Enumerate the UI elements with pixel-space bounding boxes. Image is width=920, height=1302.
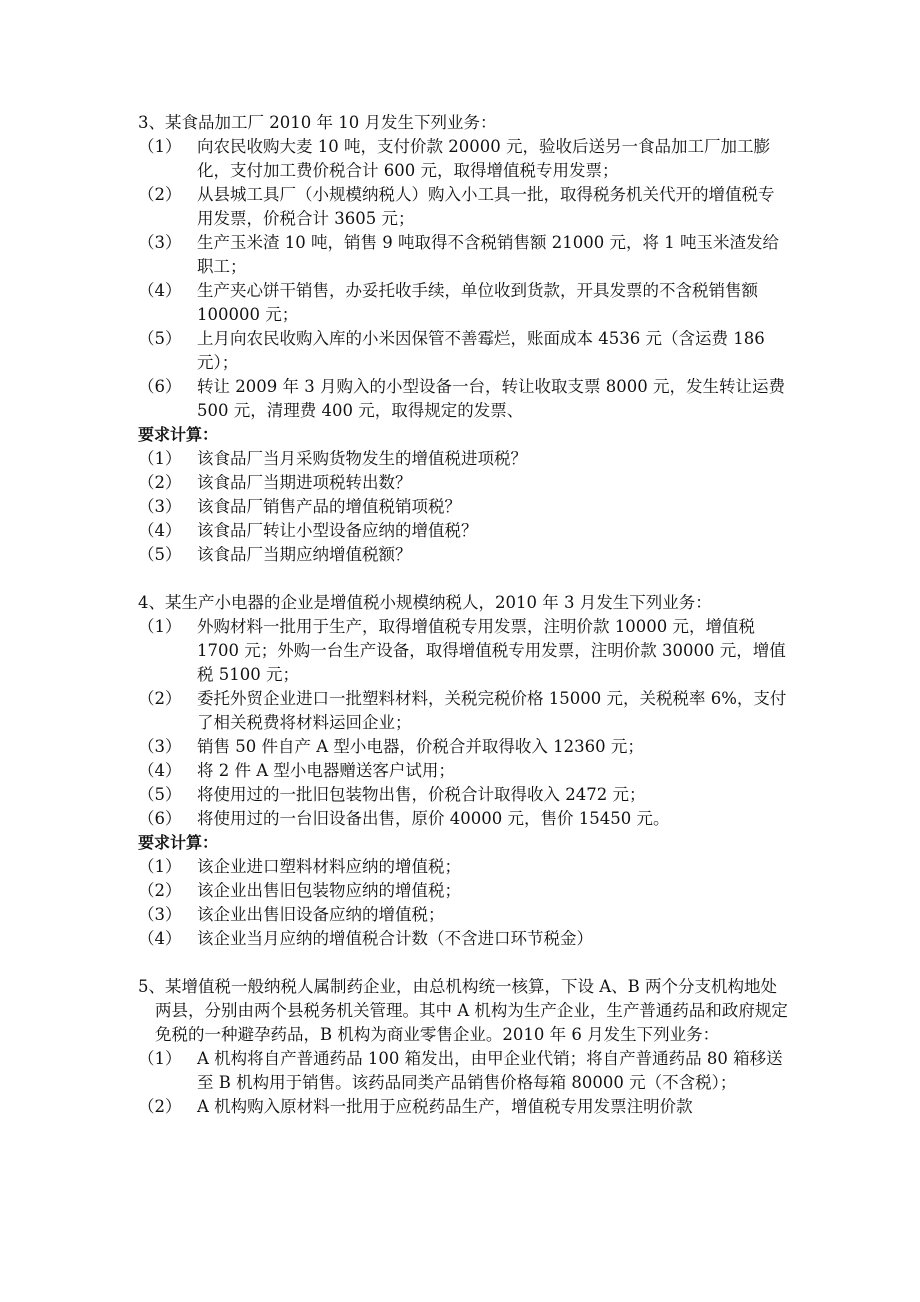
item-text: 该食品厂当月采购货物发生的增值税进项税？	[197, 449, 527, 468]
list-item	[138, 783, 788, 807]
list-item	[138, 231, 788, 279]
item-number: （1）	[138, 449, 182, 468]
question-4-title: 4、某生产小电器的企业是增值税小规模纳税人，2010 年 3 月发生下列业务：	[138, 593, 712, 612]
item-number: （1）	[138, 137, 182, 156]
spacer	[138, 951, 788, 975]
question-3-items	[138, 135, 788, 423]
item-text: 将使用过的一批旧包装物出售，价税合计取得收入 2472 元；	[197, 785, 646, 804]
question-3	[138, 111, 788, 567]
item-number: （6）	[138, 377, 182, 396]
item-number: （2）	[138, 185, 182, 204]
item-number: （4）	[138, 281, 182, 300]
item-text: 外购材料一批用于生产，取得增值税专用发票，注明价款 10000 元，增值税 1700 元；外购一台生产设备，取得增值税专用发票，注明价款 30000 元，增值税 5100 元；	[197, 617, 786, 684]
requirement-item	[138, 519, 788, 543]
item-text: 该企业进口塑料材料应纳的增值税；	[197, 857, 461, 876]
question-5	[138, 975, 788, 1119]
item-text: 该企业出售旧设备应纳的增值税；	[197, 905, 445, 924]
question-5-items	[138, 1047, 788, 1119]
item-text: 销售 50 件自产 A 型小电器，价税合并取得收入 12360 元；	[197, 737, 644, 756]
question-5-title: 5、某增值税一般纳税人属制药企业，由总机构统一核算，下设 A、B 两个分支机构地处两县，分别由两个县税务机关管理。其中 A 机构为生产企业，生产普通药品和政府规定免税的一种避孕药品，B 机构为商业零售企业。2010 年 6 月发生下列业务：	[138, 977, 788, 1044]
item-text: 生产玉米渣 10 吨，销售 9 吨取得不含税销售额 21000 元，将 1 吨玉米渣发给职工；	[197, 233, 779, 276]
question-3-requirements	[138, 447, 788, 567]
question-4-requirements	[138, 855, 788, 951]
question-3-title: 3、某食品加工厂 2010 年 10 月发生下列业务：	[138, 113, 497, 132]
item-text: 该食品厂转让小型设备应纳的增值税？	[197, 521, 478, 540]
list-item	[138, 327, 788, 375]
item-number: （5）	[138, 785, 182, 804]
item-number: （1）	[138, 1049, 182, 1068]
requirement-item	[138, 447, 788, 471]
list-item	[138, 135, 788, 183]
item-text: 该食品厂当期进项税转出数？	[197, 473, 412, 492]
item-number: （1）	[138, 857, 182, 876]
list-item	[138, 735, 788, 759]
list-item	[138, 1095, 788, 1119]
item-text: 生产夹心饼干销售，办妥托收手续，单位收到货款，开具发票的不含税销售额 100000 元；	[197, 281, 758, 324]
list-item	[138, 1047, 788, 1095]
requirement-item	[138, 495, 788, 519]
item-text: 转让 2009 年 3 月购入的小型设备一台，转让收取支票 8000 元，发生转让运费 500 元，清理费 400 元，取得规定的发票、	[197, 377, 785, 420]
item-text: 委托外贸企业进口一批塑料材料，关税完税价格 15000 元，关税税率 6%，支付了相关税费将材料运回企业；	[197, 689, 787, 732]
question-4	[138, 591, 788, 951]
item-number: （2）	[138, 473, 182, 492]
requirement-item	[138, 903, 788, 927]
item-text: A 机构将自产普通药品 100 箱发出，由甲企业代销；将自产普通药品 80 箱移送至 B 机构用于销售。该药品同类产品销售价格每箱 80000 元（不含税）；	[197, 1049, 783, 1092]
item-number: （2）	[138, 881, 182, 900]
requirements-label: 要求计算：	[138, 833, 219, 852]
question-4-items	[138, 615, 788, 831]
item-number: （3）	[138, 905, 182, 924]
item-number: （5）	[138, 329, 182, 348]
item-text: 上月向农民收购入库的小米因保管不善霉烂，账面成本 4536 元（含运费 186 元）；	[197, 329, 765, 372]
item-text: 将使用过的一台旧设备出售，原价 40000 元，售价 15450 元。	[197, 809, 670, 828]
requirements-label: 要求计算：	[138, 425, 219, 444]
list-item	[138, 687, 788, 735]
item-text: 该食品厂当期应纳增值税额？	[197, 545, 412, 564]
item-number: （3）	[138, 497, 182, 516]
requirement-item	[138, 543, 788, 567]
item-text: 该食品厂销售产品的增值税销项税？	[197, 497, 461, 516]
item-text: 该企业出售旧包装物应纳的增值税；	[197, 881, 461, 900]
requirement-item	[138, 879, 788, 903]
item-number: （6）	[138, 809, 182, 828]
item-number: （5）	[138, 545, 182, 564]
list-item	[138, 759, 788, 783]
item-number: （3）	[138, 233, 182, 252]
requirement-item	[138, 855, 788, 879]
spacer	[138, 567, 788, 591]
item-text: 向农民收购大麦 10 吨，支付价款 20000 元，验收后送另一食品加工厂加工膨化，支付加工费价税合计 600 元，取得增值税专用发票；	[197, 137, 770, 180]
item-text: A 机构购入原材料一批用于应税药品生产，增值税专用发票注明价款	[197, 1097, 693, 1116]
requirement-item	[138, 471, 788, 495]
document-content	[138, 111, 788, 1119]
list-item	[138, 279, 788, 327]
item-number: （1）	[138, 617, 182, 636]
item-text: 从县城工具厂（小规模纳税人）购入小工具一批，取得税务机关代开的增值税专用发票，价税合计 3605 元；	[197, 185, 775, 228]
item-text: 将 2 件 A 型小电器赠送客户试用；	[197, 761, 455, 780]
item-number: （4）	[138, 761, 182, 780]
item-number: （2）	[138, 1097, 182, 1116]
list-item	[138, 807, 788, 831]
item-number: （3）	[138, 737, 182, 756]
item-number: （4）	[138, 929, 182, 948]
requirement-item	[138, 927, 788, 951]
item-number: （2）	[138, 689, 182, 708]
item-number: （4）	[138, 521, 182, 540]
item-text: 该企业当月应纳的增值税合计数（不含进口环节税金）	[197, 929, 593, 948]
list-item	[138, 615, 788, 687]
list-item	[138, 183, 788, 231]
list-item	[138, 375, 788, 423]
